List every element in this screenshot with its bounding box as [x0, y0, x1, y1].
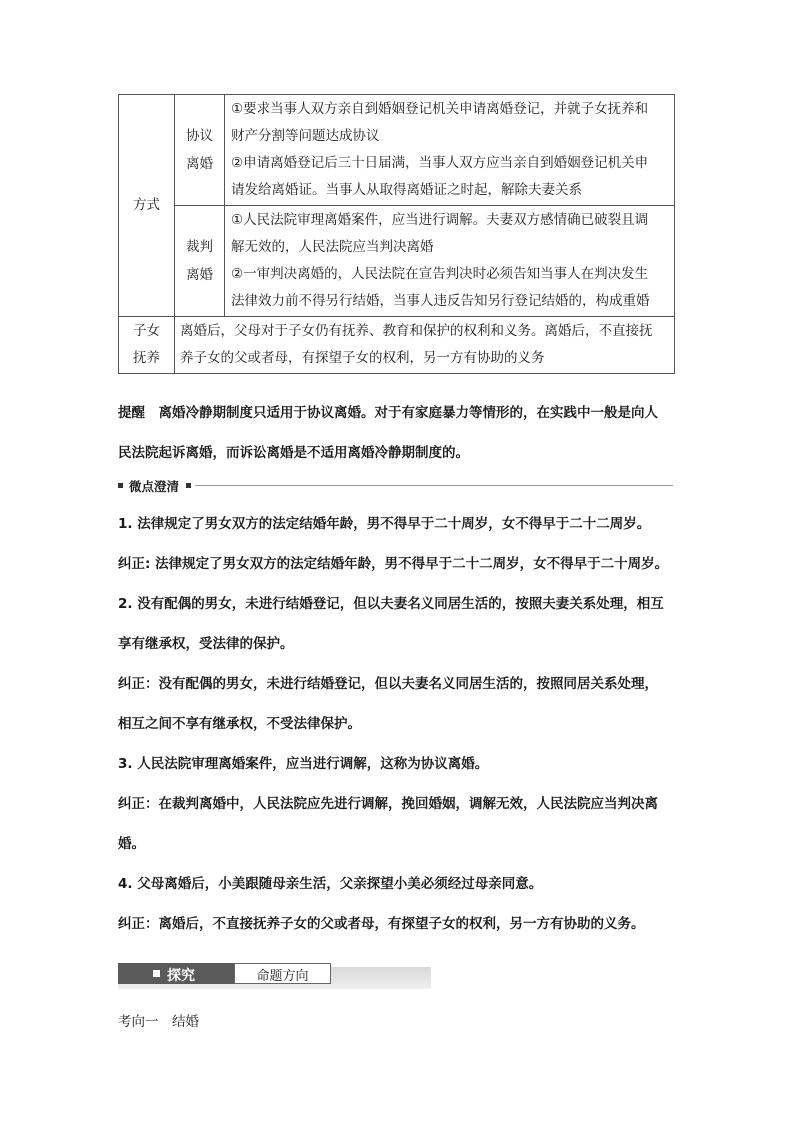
- section-header: [118, 478, 673, 492]
- statement-3: 3. 人民法院审理离婚案件，应当进行调解，这称为协议离婚。: [118, 756, 489, 772]
- tip-line-2: 民法院起诉离婚，而诉讼离婚是不适用离婚冷静期制度的。: [118, 445, 469, 461]
- statement-2-line-2: 享有继承权，受法律的保护。: [118, 636, 294, 652]
- correction-3-line-2: 婚。: [118, 836, 145, 852]
- divorce-table: [118, 94, 675, 374]
- statement-4: 4. 父母离婚后，小美跟随母亲生活，父亲探望小美必须经过母亲同意。: [118, 876, 543, 892]
- content-line: ②申请离婚登记后三十日届满，当事人双方应当亲自到婚姻登记机关申: [231, 155, 649, 171]
- content-line: 养子女的父或者母，有探望子女的权利，另一方有协助的义务: [180, 350, 545, 366]
- table-row: [119, 206, 675, 317]
- content-line: ①人民法院审理离婚案件，应当进行调解。夫妻双方感情确已破裂且调: [231, 212, 649, 228]
- child-custody-content: [175, 317, 675, 374]
- square-bullet-icon: [153, 970, 160, 977]
- statement-1: 1. 法律规定了男女双方的法定结婚年龄，男不得早于二十周岁，女不得早于二十二周岁。: [118, 516, 651, 532]
- table-row: [119, 317, 675, 374]
- table-row: [119, 95, 675, 206]
- content-line: 解无效的，人民法院应当判决离婚: [231, 239, 434, 255]
- correction-2-line-1: 纠正：没有配偶的男女，未进行结婚登记，但以夫妻名义同居生活的，按照同居关系处理，: [118, 676, 658, 692]
- section-tab-bar: [118, 963, 431, 989]
- tab-proposition-direction: [234, 963, 331, 984]
- divider-line: [195, 485, 673, 486]
- judgment-divorce-label: [175, 206, 225, 317]
- content-line: ①要求当事人双方亲自到婚姻登记机关申请离婚登记，并就子女抚养和: [231, 101, 649, 117]
- content-line: 法律效力前不得另行结婚，当事人违反告知另行登记结婚的，构成重婚: [231, 293, 650, 309]
- tip-line-1: 提醒 离婚冷静期制度只适用于协议离婚。对于有家庭暴力等情形的，在实践中一般是向人: [118, 405, 658, 421]
- row-header-method: 方式: [119, 95, 175, 317]
- correction-1: 纠正: 法律规定了男女双方的法定结婚年龄，男不得早于二十二周岁，女不得早于二十周岁。: [118, 556, 669, 572]
- content-line: ②一审判决离婚的，人民法院在宣告判决时必须告知当事人在判决发生: [231, 266, 649, 282]
- direction-heading: 考向一 结婚: [118, 1014, 199, 1030]
- content-line: 离婚后，父母对于子女仍有抚养、教育和保护的权利和义务。离婚后，不直接抚: [180, 323, 653, 339]
- square-bullet-icon: [118, 483, 123, 488]
- judgment-divorce-content: [225, 206, 675, 317]
- square-bullet-icon: [186, 483, 191, 488]
- agreement-divorce-label: [175, 95, 225, 206]
- content-line: 请发给离婚证。当事人从取得离婚证之时起，解除夫妻关系: [231, 182, 582, 198]
- correction-3-line-1: 纠正：在裁判离婚中，人民法院应先进行调解，挽回婚姻，调解无效，人民法院应当判决离: [118, 796, 658, 812]
- label-line: 离婚: [186, 267, 213, 283]
- correction-4: 纠正：离婚后，不直接抚养子女的父或者母，有探望子女的权利，另一方有协助的义务。: [118, 916, 645, 932]
- tab-explore-label: 探究: [167, 968, 195, 984]
- correction-2-line-2: 相互之间不享有继承权，不受法律保护。: [118, 716, 361, 732]
- label-line: 协议: [186, 128, 213, 144]
- child-custody-label: [119, 317, 175, 374]
- agreement-divorce-content: [225, 95, 675, 206]
- label-line: 抚养: [133, 350, 160, 366]
- label-line: 离婚: [186, 156, 213, 172]
- label-line: 裁判: [186, 239, 213, 255]
- statement-2-line-1: 2. 没有配偶的男女，未进行结婚登记，但以夫妻名义同居生活的，按照夫妻关系处理，相互: [118, 596, 664, 612]
- content-line: 财产分割等问题达成协议: [231, 128, 380, 144]
- tab-explore: [118, 963, 234, 984]
- tab-proposition-label: 命题方向: [256, 969, 309, 984]
- label-line: 子女: [133, 323, 160, 339]
- section-title: 微点澄清: [129, 479, 180, 494]
